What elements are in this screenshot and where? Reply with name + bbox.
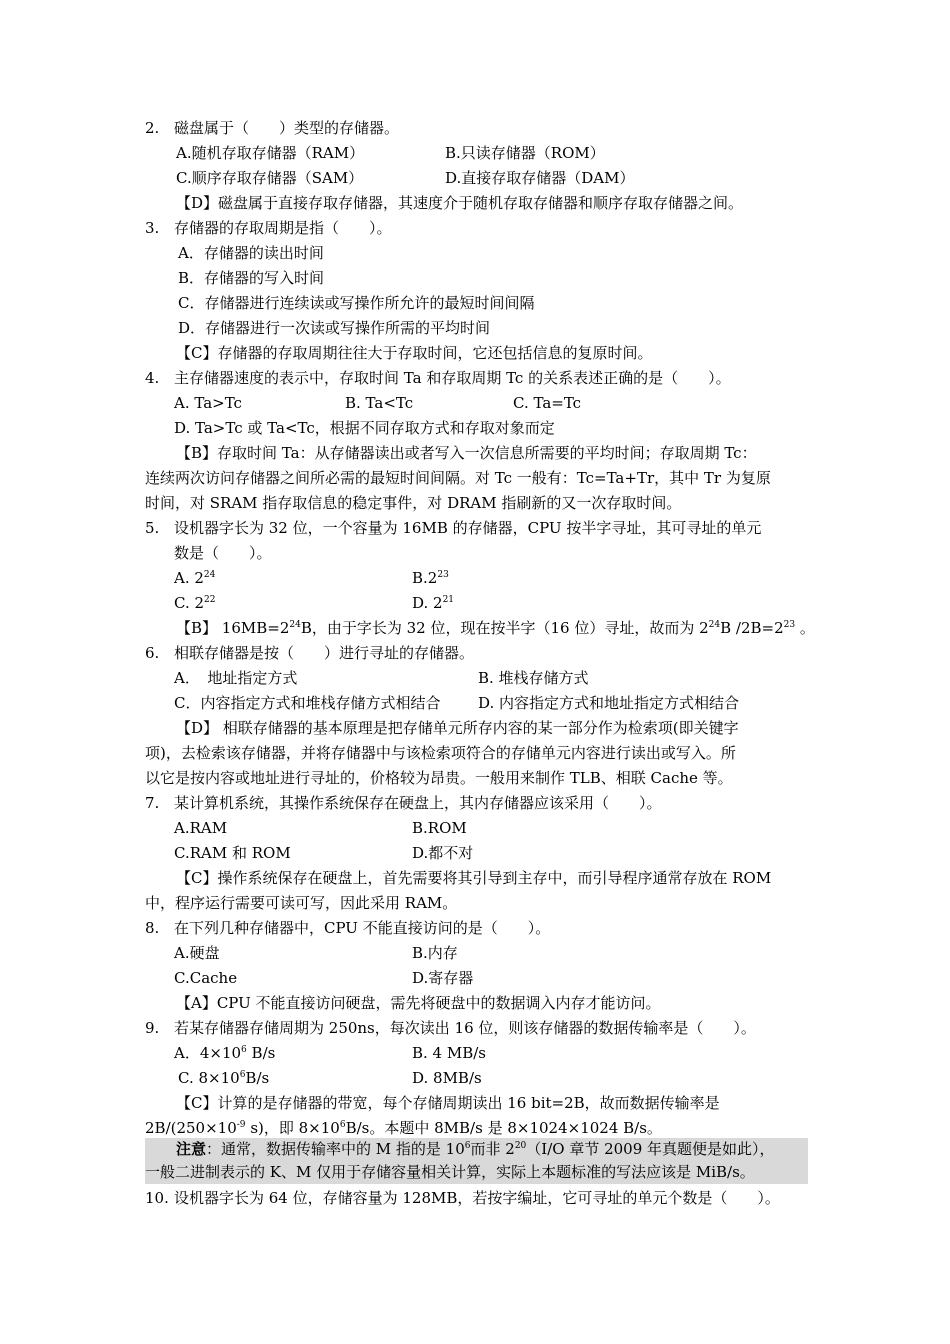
answer-explanation-line-2: 连续两次访问存储器之间所必需的最短时间间隔。对 Tc 一般有：Tc=Ta+Tr，其中 Tr 为复原 xyxy=(145,469,771,487)
question-number: 8. xyxy=(145,919,160,937)
question-text: 设机器字长为 64 位，存储容量为 128MB，若按字编址，它可寻址的单元个数是（ ）。 xyxy=(174,1189,780,1207)
note-line-1: 注意：通常，数据传输率中的 M 指的是 $10^6$而非 $2^{20}(I/O$ 章节 2009 年真题便是如此）， xyxy=(145,1138,808,1161)
answer-explanation: 【C】存储器的存取周期往往大于存取时间，它还包括信息的复原时间。 xyxy=(176,344,653,362)
answer-explanation-line-2: 中，程序运行需要可读可写，因此采用 RAM。 xyxy=(145,894,458,912)
answer-explanation-line-1: 【C】计算的是存储器的带宽，每个存储周期读出 16 bit=2B，故而数据传输率是 xyxy=(176,1094,720,1112)
option-a: A. $2^{24}$ xyxy=(174,569,216,587)
question-number: 4. xyxy=(145,369,160,387)
option-d: D. Ta>Tc 或 Ta<Tc，根据不同存取方式和存取对象而定 xyxy=(174,419,555,437)
answer-explanation-line-2: 项)，去检索该存储器，并将存储器中与该检索项符合的存储单元内容进行读出或写入。所 xyxy=(145,744,736,762)
option-d: D. 8MB/s xyxy=(412,1069,482,1087)
option-b: B.ROM xyxy=(412,819,467,837)
question-text: 相联存储器是按（ ）进行寻址的存储器。 xyxy=(174,644,475,662)
question-number: 3. xyxy=(145,219,160,237)
option-c: C．内容指定方式和堆栈存储方式相结合 xyxy=(174,694,441,712)
question-text: 在下列几种存储器中，CPU 不能直接访问的是（ ）。 xyxy=(174,919,551,937)
option-d: D．存储器进行一次读或写操作所需的平均时间 xyxy=(178,319,491,337)
option-d: D. $2^{21}$ xyxy=(412,594,455,612)
option-b: B. 4 MB/s xyxy=(412,1044,487,1062)
question-number: 9. xyxy=(145,1019,160,1037)
answer-explanation: 【A】CPU 不能直接访问硬盘，需先将硬盘中的数据调入内存才能访问。 xyxy=(176,994,661,1012)
question-text: 存储器的存取周期是指（ ）。 xyxy=(174,219,392,237)
option-a: A． 地址指定方式 xyxy=(174,669,298,687)
question-text: 若某存储器存储周期为 250ns，每次读出 16 位，则该存储器的数据传输率是（ ）。 xyxy=(174,1019,756,1037)
option-c: C. $8\times 10^6B/s$ xyxy=(178,1069,270,1087)
option-d: D. 内容指定方式和地址指定方式相结合 xyxy=(478,694,740,712)
option-c: C. Ta=Tc xyxy=(513,394,582,412)
option-a: A．存储器的读出时间 xyxy=(178,244,324,262)
option-a: A.随机存取存储器（RAM） xyxy=(176,144,365,162)
question-number: 7. xyxy=(145,794,160,812)
question-number: 5. xyxy=(145,519,160,537)
option-c: C.顺序存取存储器（SAM） xyxy=(176,169,364,187)
option-c: C.Cache xyxy=(174,969,238,987)
question-text: 某计算机系统，其操作系统保存在硬盘上，其内存储器应该采用（ ）。 xyxy=(174,794,662,812)
option-a: A. Ta>Tc xyxy=(174,394,242,412)
answer-explanation-line-1: 【B】存取时间 Ta：从存储器读出或者写入一次信息所需要的平均时间；存取周期 Tc： xyxy=(176,444,757,462)
note-line-2: 一般二进制表示的 K、M 仅用于存储容量相关计算，实际上本题标准的写法应该是 MiB/s。 xyxy=(145,1161,808,1184)
question-text: 主存储器速度的表示中，存取时间 Ta 和存取周期 Tc 的关系表述正确的是（ ）。 xyxy=(174,369,731,387)
question-text-line-2: 数是（ ）。 xyxy=(174,544,272,562)
option-c: C．存储器进行连续读或写操作所允许的最短时间间隔 xyxy=(178,294,535,312)
option-b: $B.2^{23}$ xyxy=(412,569,449,587)
answer-explanation-line-1: 【D】 相联存储器的基本原理是把存储单元所存内容的某一部分作为检索项(即关键字 xyxy=(176,719,739,737)
answer-explanation-line-1: 【C】操作系统保存在硬盘上，首先需要将其引导到主存中，而引导程序通常存放在 ROM xyxy=(176,869,772,887)
question-number: 2. xyxy=(145,119,160,137)
option-d: D.直接存取存储器（DAM） xyxy=(445,169,635,187)
option-b: B.只读存储器（ROM） xyxy=(445,144,605,162)
question-number: 10. xyxy=(145,1189,169,1207)
question-text: 磁盘属于（ ）类型的存储器。 xyxy=(174,119,400,137)
question-text-line-1: 设机器字长为 32 位，一个容量为 16MB 的存储器，CPU 按半字寻址，其可寻址的单元 xyxy=(174,519,762,537)
option-a: A.硬盘 xyxy=(174,944,220,962)
option-a: A．$4\times 10^6$ B/s xyxy=(174,1044,276,1062)
answer-explanation-line-3: 以它是按内容或地址进行寻址的，价格较为昂贵。一般用来制作 TLB、相联 Cache 等。 xyxy=(145,769,733,787)
answer-explanation: 【B】 $16MB=2^{24}B$，由于字长为 32 位，现在按半字（16 位）寻址，故而为 $2^{24}B$ $/2B=2^{23}$ 。 xyxy=(176,619,815,637)
answer-explanation: 【D】磁盘属于直接存取存储器，其速度介于随机存取存储器和顺序存取存储器之间。 xyxy=(176,194,744,212)
option-b: B.内存 xyxy=(412,944,458,962)
option-b: B. Ta<Tc xyxy=(345,394,414,412)
note-label: 注意 xyxy=(176,1140,207,1158)
option-c: C. $2^{22}$ xyxy=(174,594,216,612)
option-d: D.寄存器 xyxy=(412,969,474,987)
option-c: C.RAM 和 ROM xyxy=(174,844,291,862)
question-number: 6. xyxy=(145,644,160,662)
option-d: D.都不对 xyxy=(412,844,474,862)
option-b: B. 堆栈存储方式 xyxy=(478,669,589,687)
option-a: A.RAM xyxy=(174,819,228,837)
answer-explanation-line-3: 时间，对 SRAM 指存取信息的稳定事件，对 DRAM 指刷新的又一次存取时间。 xyxy=(145,494,682,512)
answer-explanation-line-2: $2B/(250\times 10^{-9}$ s)，即 $8\times 10^6B/s$。本题中 8MB/s 是 8×1024×1024 B/s。 xyxy=(145,1119,662,1137)
option-b: B．存储器的写入时间 xyxy=(178,269,325,287)
